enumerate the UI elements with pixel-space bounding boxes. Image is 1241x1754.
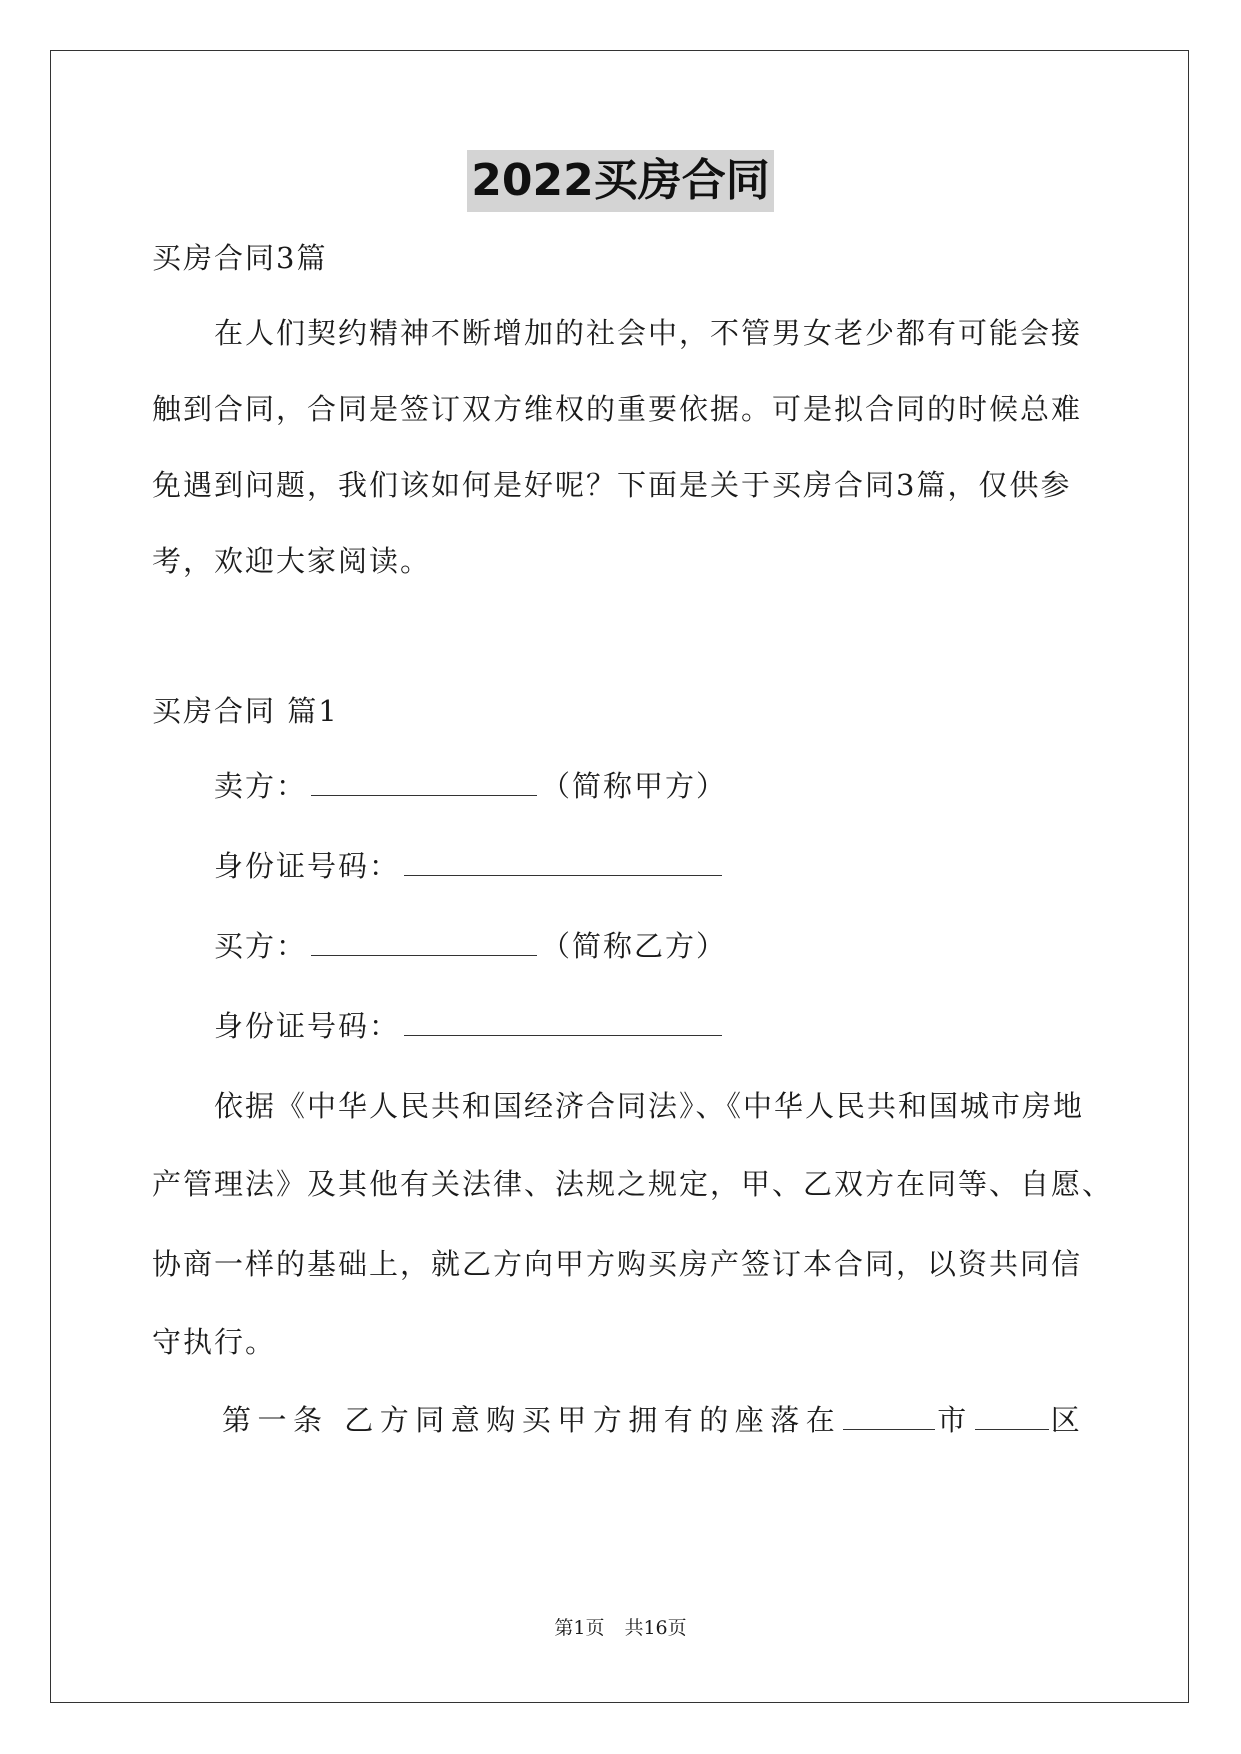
basis-paragraph-line: 协商一样的基础上，就乙方向甲方购买房产签订本合同，以资共同信	[152, 1247, 1083, 1281]
district-blank[interactable]	[975, 1401, 1049, 1430]
basis-paragraph-line: 产管理法》及其他有关法律、法规之规定，甲、乙双方在同等、自愿、	[152, 1167, 1114, 1201]
intro-paragraph-line: 考，欢迎大家阅读。	[152, 544, 432, 578]
seller-label: 卖方：	[214, 769, 308, 803]
section-heading: 买房合同 篇1	[152, 694, 339, 728]
seller-id-row	[214, 846, 726, 886]
buyer-id-row	[214, 1006, 726, 1046]
seller-suffix: （简称甲方）	[541, 769, 728, 803]
page-total: 共16页	[624, 1617, 687, 1639]
seller-id-blank[interactable]	[404, 847, 722, 876]
document-subtitle: 买房合同3篇	[152, 241, 328, 275]
intro-paragraph-line: 在人们契约精神不断增加的社会中，不管男女老少都有可能会接	[214, 316, 1083, 350]
page-footer	[0, 1614, 1241, 1642]
buyer-label: 买方：	[214, 929, 308, 963]
article-1-row	[222, 1400, 1086, 1440]
buyer-id-label: 身份证号码：	[214, 1009, 401, 1043]
intro-paragraph-line: 触到合同，合同是签订双方维权的重要依据。可是拟合同的时候总难	[152, 392, 1083, 426]
buyer-suffix: （简称乙方）	[541, 929, 728, 963]
article-1-district-label: 区	[1050, 1403, 1087, 1437]
seller-row	[214, 766, 727, 806]
seller-name-blank[interactable]	[311, 767, 537, 796]
title-container	[0, 150, 1241, 212]
seller-id-label: 身份证号码：	[214, 849, 401, 883]
article-1-text: 第一条 乙方同意购买甲方拥有的座落在	[222, 1403, 842, 1437]
article-1-city-label: 市	[937, 1403, 973, 1437]
basis-paragraph-line: 守执行。	[152, 1325, 277, 1359]
buyer-row	[214, 926, 727, 966]
buyer-name-blank[interactable]	[311, 927, 537, 956]
document-title: 2022买房合同	[467, 150, 773, 212]
city-blank[interactable]	[843, 1401, 935, 1430]
page-number: 第1页	[554, 1617, 605, 1639]
buyer-id-blank[interactable]	[404, 1007, 722, 1036]
basis-paragraph-line: 依据《中华人民共和国经济合同法》、《中华人民共和国城市房地	[214, 1089, 1085, 1123]
intro-paragraph-line: 免遇到问题，我们该如何是好呢？下面是关于买房合同3篇，仅供参	[152, 468, 1072, 502]
